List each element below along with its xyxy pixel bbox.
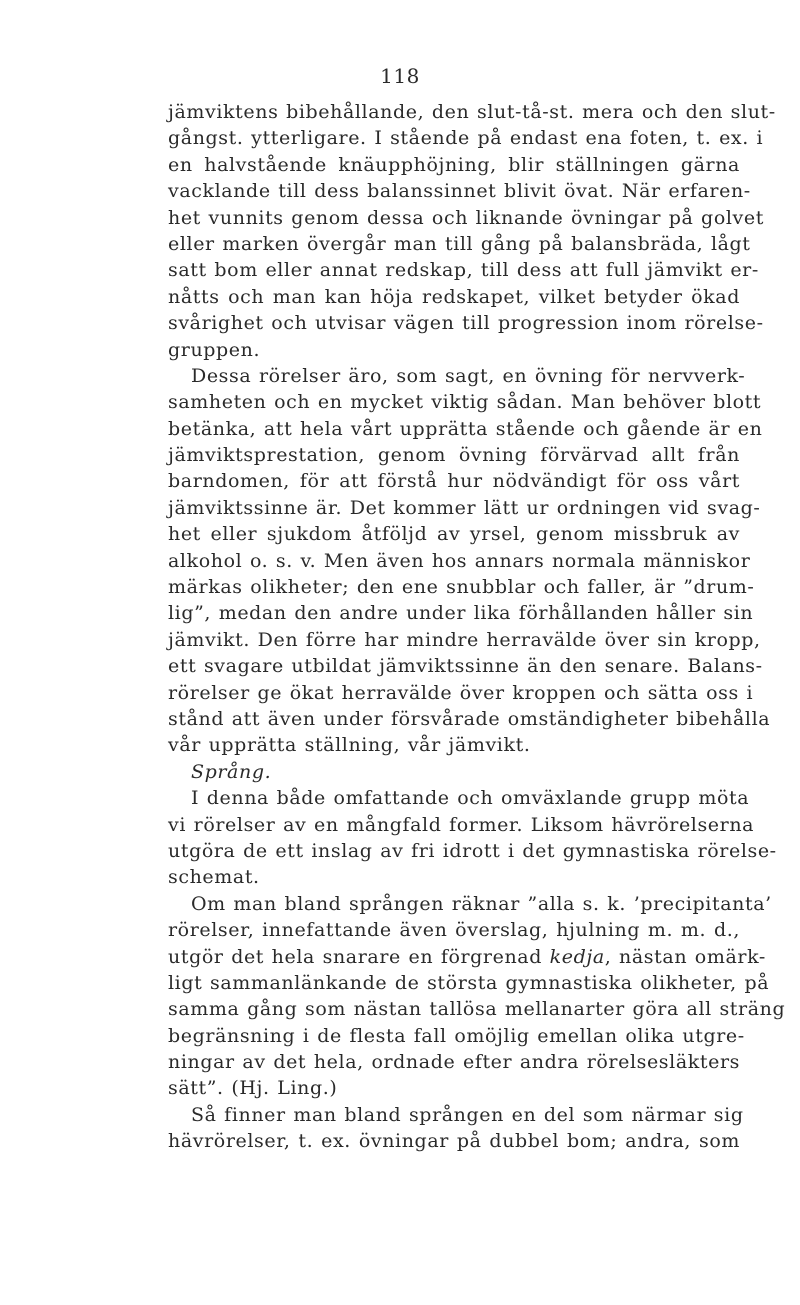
paragraph bbox=[168, 363, 771, 759]
text-line: samheten och en mycket viktig sådan. Man behöver blott bbox=[168, 391, 762, 414]
text-line: schemat. bbox=[168, 866, 260, 889]
text-line: sätt”. (Hj. Ling.) bbox=[168, 1077, 338, 1100]
paragraph bbox=[168, 1102, 744, 1155]
text-line: ligt sammanlänkande de största gymnastiska olikheter, på bbox=[168, 971, 770, 994]
text-line bbox=[168, 944, 766, 970]
text-line: het vunnits genom dessa och liknande övningar på golvet bbox=[168, 206, 764, 229]
paragraph bbox=[168, 785, 777, 891]
text-line: vacklande till dess balanssinnet blivit övat. När erfaren- bbox=[168, 180, 751, 203]
text-line: gångst. ytterligare. I stående på endast ena foten, t. ex. i bbox=[168, 127, 764, 150]
text-line: vår upprätta ställning, vår jämvikt. bbox=[168, 734, 531, 757]
paragraph bbox=[168, 99, 776, 363]
text-line: stånd att även under försvårade omständigheter bibehålla bbox=[168, 707, 771, 730]
text-line: jämviktens bibehållande, den slut-tå-st. mera och den slut- bbox=[168, 101, 776, 123]
text-line: Dessa rörelser äro, som sagt, en övning för nervverk- bbox=[191, 364, 746, 387]
text-line: betänka, att hela vårt upprätta stående och gående är en bbox=[168, 417, 763, 440]
text-line: lig”, medan den andre under lika förhållanden håller sin bbox=[168, 602, 754, 625]
text-line: svårighet och utvisar vägen till progression inom rörelse- bbox=[168, 312, 764, 335]
text-line: I denna både omfattande och omväxlande grupp möta bbox=[191, 787, 750, 810]
text-line: satt bom eller annat redskap, till dess att full jämvikt er- bbox=[168, 259, 759, 282]
text-line: alkohol o. s. v. Men även hos annars normala människor bbox=[168, 549, 751, 572]
text-line: hävrörelser, t. ex. övningar på dubbel bom; andra, som bbox=[168, 1130, 740, 1153]
paragraph bbox=[168, 891, 786, 1102]
text-line: Så finner man bland sprången en del som närmar sig bbox=[191, 1103, 744, 1126]
page-number: 118 bbox=[380, 64, 420, 88]
text-line: jämvikt. Den förre har mindre herravälde över sin kropp, bbox=[168, 628, 761, 651]
text-line: gruppen. bbox=[168, 338, 261, 361]
text-fragment: utgör det hela snarare en förgrenad bbox=[168, 945, 550, 968]
text-line: ningar av det hela, ordnade efter andra rörelsesläkters bbox=[168, 1051, 740, 1074]
text-line: nåtts och man kan höja redskapet, vilket betyder ökad bbox=[168, 285, 740, 308]
text-line: Om man bland sprången räknar ”alla s. k. ’precipitanta’ bbox=[191, 892, 772, 915]
text-line: barndomen, för att förstå hur nödvändigt för oss vårt bbox=[168, 470, 740, 493]
text-line: jämviktssinne är. Det kommer lätt ur ordningen vid svag- bbox=[168, 496, 761, 519]
text-line: en halvstående knäupphöjning, blir ställningen gärna bbox=[168, 153, 740, 176]
text-line: vi rörelser av en mångfald former. Liksom hävrörelserna bbox=[168, 813, 755, 836]
text-line: eller marken övergår man till gång på balansbräda, lågt bbox=[168, 232, 751, 255]
text-line: märkas olikheter; den ene snubblar och faller, är ”drum- bbox=[168, 576, 755, 599]
text-line: begränsning i de flesta fall omöjlig emellan olika utgre- bbox=[168, 1024, 745, 1047]
text-line: rörelser, innefattande även överslag, hjulning m. m. d., bbox=[168, 919, 740, 942]
emphasized-word: kedja bbox=[549, 945, 605, 968]
text-line: samma gång som nästan tallösa mellanarter göra all sträng bbox=[168, 998, 786, 1021]
section-heading: Språng. bbox=[191, 760, 272, 783]
text-line: rörelser ge ökat herravälde över kroppen och sätta oss i bbox=[168, 681, 754, 704]
text-line: jämviktsprestation, genom övning förvärvad allt från bbox=[168, 444, 740, 467]
text-fragment: , nästan omärk- bbox=[604, 945, 766, 968]
text-line: utgöra de ett inslag av fri idrott i det gymnastiska rörelse- bbox=[168, 839, 777, 862]
text-line: het eller sjukdom åtföljd av yrsel, genom missbruk av bbox=[168, 523, 740, 546]
body-text bbox=[168, 99, 786, 1155]
text-line: ett svagare utbildat jämviktssinne än den senare. Balans- bbox=[168, 655, 763, 678]
